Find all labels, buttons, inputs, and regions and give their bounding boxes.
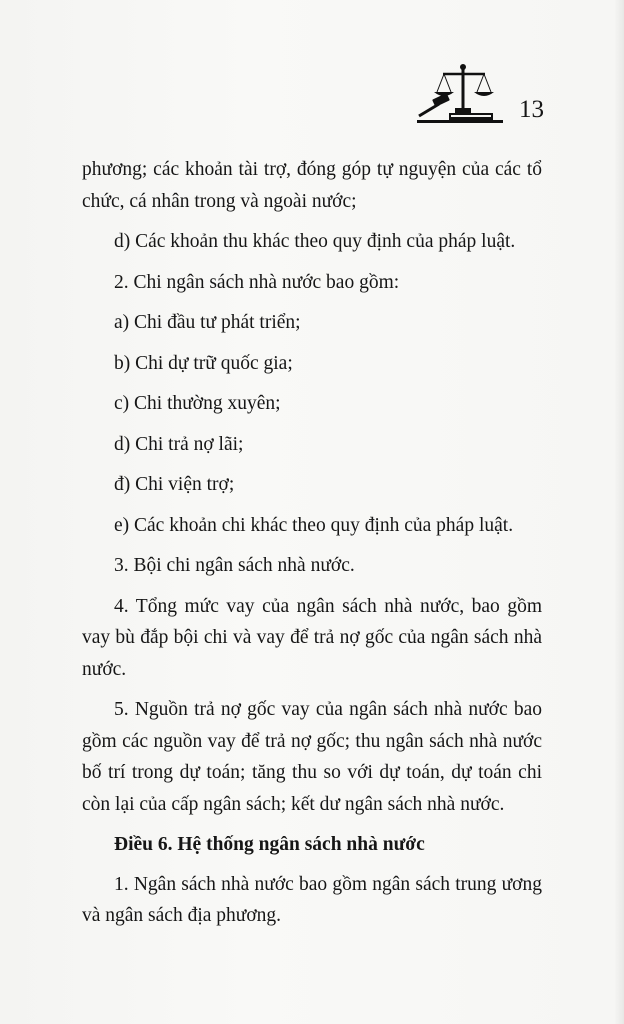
paragraph: phương; các khoản tài trợ, đóng góp tự nguyện của các tổ chức, cá nhân trong và ngoài nước;	[82, 159, 542, 212]
paragraph: đ) Chi viện trợ;	[114, 474, 235, 495]
paragraph: 1. Ngân sách nhà nước bao gồm ngân sách trung ương và ngân sách địa phương.	[82, 873, 542, 926]
paragraph: 3. Bội chi ngân sách nhà nước.	[114, 555, 355, 576]
page-header	[415, 62, 544, 124]
paragraph: 5. Nguồn trả nợ gốc vay của ngân sách nhà nước bao gồm các nguồn vay để trả nợ gốc; thu ngân sách nhà nước bố trí trong dự toán; tăng thu so với dự toán, dự toán chi còn lại của cấp ngân sách; kết dư ngân sách nhà nước.	[82, 699, 542, 815]
paragraph: b) Chi dự trữ quốc gia;	[114, 352, 293, 374]
page-number: 13	[519, 96, 544, 123]
page-edge-shadow	[614, 0, 624, 1024]
paragraph: 4. Tổng mức vay của ngân sách nhà nước, bao gồm vay bù đắp bội chi và vay để trả nợ gốc của ngân sách nhà nước.	[82, 595, 542, 680]
paragraph: 2. Chi ngân sách nhà nước bao gồm:	[114, 271, 400, 293]
article-heading: Điều 6. Hệ thống ngân sách nhà nước	[114, 834, 425, 855]
paragraph: c) Chi thường xuyên;	[114, 393, 281, 414]
paragraph: a) Chi đầu tư phát triển;	[114, 312, 301, 333]
paragraph: d) Chi trả nợ lãi;	[114, 433, 244, 455]
paragraph: e) Các khoản chi khác theo quy định của pháp luật.	[114, 514, 514, 536]
scales-of-justice-gavel-icon	[415, 62, 505, 124]
body-text	[82, 154, 542, 941]
paragraph: d) Các khoản thu khác theo quy định của pháp luật.	[114, 231, 516, 252]
